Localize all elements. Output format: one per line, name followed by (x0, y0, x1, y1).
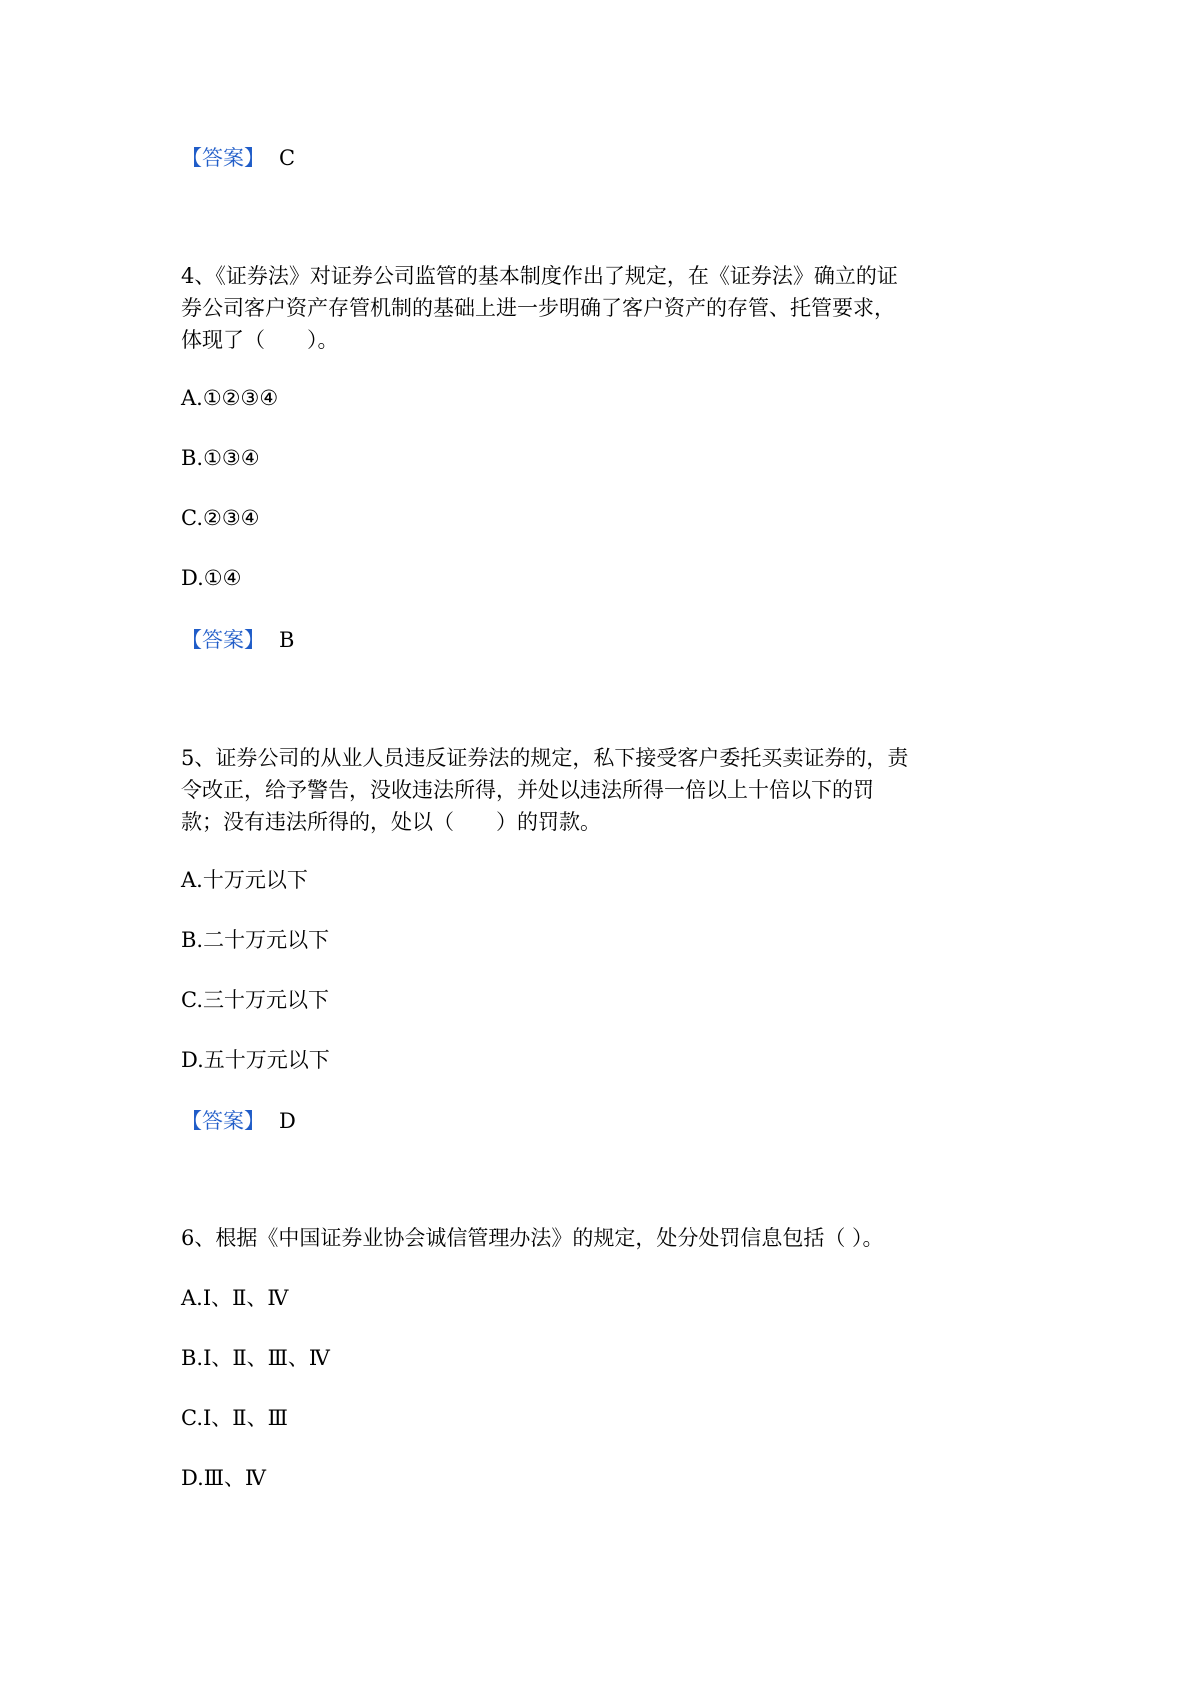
option-text: Ⅲ、Ⅳ (203, 1466, 266, 1490)
option-text: Ⅰ、Ⅱ、Ⅲ、Ⅳ (203, 1346, 330, 1370)
question-5-line-1: 5、证券公司的从业人员违反证券法的规定，私下接受客户委托买卖证券的，责 (181, 746, 909, 770)
option-text: 十万元以下 (202, 868, 308, 892)
option-text: Ⅰ、Ⅱ、Ⅳ (202, 1286, 289, 1310)
question-6-line-1: 6、根据《中国证券业协会诚信管理办法》的规定，处分处罚信息包括（ ）。 (181, 1226, 884, 1250)
option-letter: C. (181, 1406, 203, 1430)
answer-value: D (279, 1109, 296, 1133)
answer-label: 【答案】 (181, 1109, 265, 1133)
option-text: 三十万元以下 (203, 988, 329, 1012)
question-6-option-b (181, 1342, 330, 1374)
answer-value: C (279, 146, 296, 170)
question-4-option-b (181, 442, 260, 474)
option-text: 五十万元以下 (203, 1048, 330, 1072)
question-6-option-c (181, 1402, 288, 1434)
question-4-line-2: 券公司客户资产存管机制的基础上进一步明确了客户资产的存管、托管要求， (181, 296, 895, 320)
option-text: 二十万元以下 (203, 928, 330, 952)
question-6-option-d (181, 1462, 266, 1494)
option-letter: D. (181, 1048, 204, 1072)
question-4-option-d (181, 562, 241, 594)
option-text: ①②③④ (202, 386, 279, 410)
option-letter: B. (181, 928, 204, 952)
option-letter: D. (181, 1466, 204, 1490)
option-letter: C. (181, 988, 203, 1012)
question-6-option-a (181, 1282, 288, 1314)
answer-label: 【答案】 (181, 628, 265, 652)
option-letter: D. (181, 566, 204, 590)
option-text: ①④ (203, 566, 242, 590)
option-letter: A. (181, 386, 203, 410)
answer-line-q4 (181, 624, 294, 656)
option-letter: C. (181, 506, 203, 530)
answer-line-q3 (181, 142, 295, 174)
answer-value: B (279, 628, 295, 652)
question-5-option-c (181, 984, 329, 1016)
question-5-option-b (181, 924, 329, 956)
question-4-line-1: 4、《证券法》对证券公司监管的基本制度作出了规定，在《证券法》确立的证 (181, 264, 898, 288)
option-letter: A. (181, 868, 203, 892)
answer-label: 【答案】 (181, 146, 265, 170)
option-text: ①③④ (203, 446, 260, 470)
question-4-line-3: 体现了（ ）。 (181, 328, 339, 352)
option-letter: B. (181, 1346, 204, 1370)
option-text: Ⅰ、Ⅱ、Ⅲ (203, 1406, 288, 1430)
question-5-option-d (181, 1044, 330, 1076)
question-5-line-2: 令改正，给予警告，没收违法所得，并处以违法所得一倍以上十倍以下的罚 (181, 778, 874, 802)
question-5-option-a (181, 864, 308, 896)
option-letter: A. (181, 1286, 203, 1310)
question-4-option-c (181, 502, 259, 534)
option-text: ②③④ (203, 506, 260, 530)
answer-line-q5 (181, 1105, 296, 1137)
question-4-option-a (181, 382, 278, 414)
question-5-line-3: 款；没有违法所得的，处以（ ）的罚款。 (181, 810, 601, 834)
option-letter: B. (181, 446, 204, 470)
